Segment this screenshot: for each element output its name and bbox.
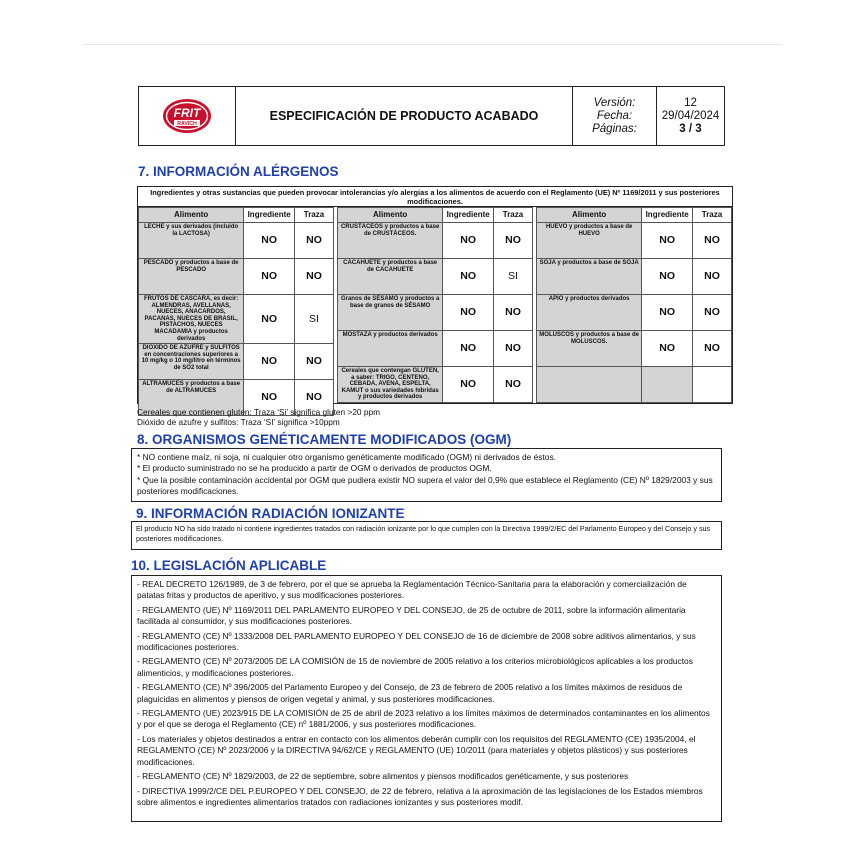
page-top-rule [84, 44, 782, 45]
allergen-row [338, 223, 533, 259]
allergen-header-row [139, 208, 334, 223]
allergen-food: PESCADO y productos a base de PESCADO [139, 259, 244, 295]
header-values [657, 87, 724, 145]
date-label: Fecha: [596, 109, 633, 122]
section-8-title: 8. ORGANISMOS GENÉTICAMENTE MODIFICADOS (OGM) [137, 432, 512, 447]
ingredient-value [642, 367, 693, 403]
allergen-row [537, 223, 732, 259]
trace-header: Traza [692, 208, 731, 223]
allergen-row [139, 223, 334, 259]
allergen-food: FRUTOS DE CÁSCARA, es decir: ALMENDRAS, AVELLANAS, NUECES, ANACARDOS, PACANAS, NUECES DE BRASIL, PISTACHOS, NUECES MACADAMIA y productos derivados [139, 295, 244, 344]
legislation-item: - REGLAMENTO (CE) Nº 2073/2005 DE LA COMISIÓN de 15 de noviembre de 2005 relativo a los criterios microbiológicos aplicables a los productos alimenticios, y modificaciones posteriores. [137, 656, 693, 678]
allergen-group-table [337, 207, 533, 403]
section-10-title: 10. LEGISLACIÓN APLICABLE [131, 558, 327, 573]
ingredient-value: NO [443, 331, 494, 367]
svg-text:FRIT: FRIT [173, 106, 201, 120]
allergen-row [139, 259, 334, 295]
legislation-item: - REGLAMENTO (UE) 2023/915 DE LA COMISIÓN de 25 de abril de 2023 relativo a los límites máximos de determinados contaminantes en los alimentos y por el que se deroga el Reglamento (CE) nº 1881/2006, y sus posteriores modificaciones. [137, 708, 710, 730]
ingredient-value: NO [443, 295, 494, 331]
date-value: 29/04/2024 [661, 109, 720, 122]
ingredient-value: NO [443, 367, 494, 403]
allergen-group [138, 207, 334, 403]
ingredient-value: NO [244, 380, 295, 416]
version-label: Versión: [593, 96, 636, 109]
allergen-group-table [536, 207, 732, 403]
trace-value: NO [294, 223, 333, 259]
radiation-text: El producto NO ha sido tratado ni contiene ingredientes tratados con radiación ionizante por lo que cumplen con la Directiva 1999/2/EC del Parlamento Europeo y del Consejo y sus posteriores modificaciones. [136, 524, 711, 543]
allergen-food: MOLUSCOS y productos a base de MOLUSCOS. [537, 331, 642, 367]
sulfite-note: Dióxido de azufre y sulfitos: Traza ‘SI’ significa >10ppm [137, 417, 340, 427]
trace-header: Traza [493, 208, 532, 223]
ingredient-header: Ingrediente [244, 208, 295, 223]
allergen-food: LECHE y sus derivados (incluido la LACTOSA) [139, 223, 244, 259]
allergen-row [139, 344, 334, 380]
trace-value: NO [493, 223, 532, 259]
ingredient-value: NO [244, 295, 295, 344]
trace-value: SI [493, 259, 532, 295]
trace-value [692, 367, 731, 403]
legislation-box [131, 575, 722, 822]
gmo-box [131, 448, 722, 502]
section-9-title: 9. INFORMACIÓN RADIACIÓN IONIZANTE [136, 506, 405, 521]
pages-label: Páginas: [592, 122, 637, 135]
allergen-groups [138, 207, 732, 403]
gmo-line: * Que la posible contaminación accidental por OGM que pudiera existir NO supera el valor del 0,9% que establece el Reglamento (CE) Nº 1829/2003 y sus posteriores modificaciones. [137, 474, 713, 497]
allergen-group [337, 207, 533, 403]
pages-value: 3 / 3 [679, 122, 702, 135]
legislation-item: - REAL DECRETO 126/1989, de 3 de febrero, por el que se aprueba la Reglamentación Técnico-Sanitaria para la elaboración y comercialización de patatas fritas y productos de aperitivo, y sus modificaciones posteriores. [137, 579, 687, 601]
document-header [138, 86, 725, 146]
food-header: Alimento [537, 208, 642, 223]
gmo-line: * NO contiene maíz, ni soja, ni cualquier otro organismo genéticamente modificado (OGM) ni derivados de éstos. [137, 452, 556, 462]
allergen-caption: Ingredientes y otras sustancias que pueden provocar intolerancias y/o alergias a los alimentos de acuerdo con el Reglamento (UE) Nº 1169/2011 y sus posteriores modificaciones. [138, 187, 732, 207]
ingredient-value: NO [642, 259, 693, 295]
allergen-food: Cereales que contengan GLUTEN, a saber: TRIGO, CENTENO, CEBADA, AVENA, ESPELTA, KAMUT o sus variedades híbridas y productos derivados [338, 367, 443, 403]
allergen-food: DIÓXIDO DE AZUFRE y SULFITOS en concentraciones superiores a 10 mg/kg o 10 mg/litro en términos de SO2 total [139, 344, 244, 380]
legislation-item: - Los materiales y objetos destinados a entrar en contacto con los alimentos deberán cumplir con los requisitos del REGLAMENTO (CE) 1935/2004, el REGLAMENTO (CE) Nº 2023/2006 y la DIRECTIVA 94/62/CE y REGLAMENTO (UE) 10/2011 (para materiales y objetos plásticos) y sus posteriores modificaciones. [137, 733, 696, 767]
allergen-row [537, 331, 732, 367]
allergen-row [537, 367, 732, 403]
ingredient-header: Ingrediente [443, 208, 494, 223]
trace-value: NO [294, 344, 333, 380]
brand-logo [139, 87, 236, 145]
gmo-line: * El producto suministrado no se ha producido a partir de OGM o derivados de productos OGM. [137, 463, 492, 474]
ingredient-value: NO [642, 331, 693, 367]
ingredient-value: NO [642, 295, 693, 331]
trace-value: NO [294, 380, 333, 416]
trace-value: NO [294, 259, 333, 295]
svg-text:RAVICH: RAVICH [177, 121, 197, 128]
gluten-note: Cereales que contienen gluten: Traza ‘Si’ significa gluten >20 ppm [137, 407, 380, 417]
legislation-item: - REGLAMENTO (CE) Nº 1333/2008 DEL PARLAMENTO EUROPEO Y DEL CONSEJO de 16 de diciembre de 2008 sobre aditivos alimentarios, y sus modificaciones posteriores. [137, 630, 696, 653]
version-value: 12 [684, 96, 697, 109]
trace-header: Traza [294, 208, 333, 223]
allergen-header-row [338, 208, 533, 223]
ingredient-value: NO [244, 259, 295, 295]
allergen-food: Granos de SÉSAMO y productos a base de granos de SÉSAMO [338, 295, 443, 331]
allergen-row [537, 259, 732, 295]
trace-value: NO [493, 331, 532, 367]
frit-ravich-logo-icon [161, 97, 213, 135]
legislation-item: - DIRECTIVA 1999/2/CE DEL P.EUROPEO Y DEL CONSEJO, de 22 de febrero, relativa a la aproximación de las legislaciones de los Estados miembros sobre alimentos e ingredientes alimentarios tratados con radiaciones ionizantes y sus posteriores modif. [137, 785, 703, 807]
trace-value: NO [692, 295, 731, 331]
trace-value: NO [692, 331, 731, 367]
allergen-food: CACAHUETE y productos a base de CACAHUETE [338, 259, 443, 295]
allergen-row [338, 367, 533, 403]
legislation-item: - REGLAMENTO (CE) Nº 396/2005 del Parlamento Europeo y del Consejo, de 23 de febrero de 2005 relativo a los límites máximos de residuos de plaguicidas en alimentos y piensos de origen vegetal y animal, y sus posteriores modificaciones. [137, 682, 683, 704]
allergen-notes [137, 407, 380, 427]
header-labels [573, 87, 657, 145]
legislation-item: - REGLAMENTO (CE) Nº 1829/2003, de 22 de septiembre, sobre alimentos y piensos modificados genéticamente, y sus posteriores [137, 771, 629, 782]
legislation-item: - REGLAMENTO (UE) Nº 1169/2011 DEL PARLAMENTO EUROPEO Y DEL CONSEJO, de 25 de octubre de 2011, sobre la información alimentaria facilitada al consumidor, y sus modificaciones posteriores. [137, 604, 686, 627]
document-title: ESPECIFICACIÓN DE PRODUCTO ACABADO [236, 87, 573, 145]
allergen-food: SOJA y productos a base de SOJA [537, 259, 642, 295]
section-7-title: 7. INFORMACIÓN ALÉRGENOS [138, 164, 339, 179]
trace-value: NO [692, 223, 731, 259]
ingredient-value: NO [244, 223, 295, 259]
allergen-row [338, 259, 533, 295]
trace-value: NO [493, 295, 532, 331]
allergen-food: ALTRAMUCES y productos a base de ALTRAMUCES [139, 380, 244, 416]
allergen-food: APIO y productos derivados [537, 295, 642, 331]
allergen-header-row [537, 208, 732, 223]
ingredient-value: NO [642, 223, 693, 259]
ingredient-header: Ingrediente [642, 208, 693, 223]
allergen-food: CRUSTÁCEOS y productos a base de CRUSTÁCEOS. [338, 223, 443, 259]
allergen-row [537, 295, 732, 331]
allergen-food [537, 367, 642, 403]
allergen-food: MOSTAZA y productos derivados [338, 331, 443, 367]
food-header: Alimento [139, 208, 244, 223]
allergen-row [139, 295, 334, 344]
allergen-group [536, 207, 732, 403]
allergen-table [137, 186, 733, 404]
radiation-box [131, 521, 722, 550]
allergen-group-table [138, 207, 334, 416]
allergen-row [338, 295, 533, 331]
trace-value: NO [692, 259, 731, 295]
food-header: Alimento [338, 208, 443, 223]
trace-value: SI [294, 295, 333, 344]
allergen-row [338, 331, 533, 367]
trace-value: NO [493, 367, 532, 403]
ingredient-value: NO [443, 259, 494, 295]
ingredient-value: NO [244, 344, 295, 380]
allergen-food: HUEVO y productos a base de HUEVO [537, 223, 642, 259]
ingredient-value: NO [443, 223, 494, 259]
